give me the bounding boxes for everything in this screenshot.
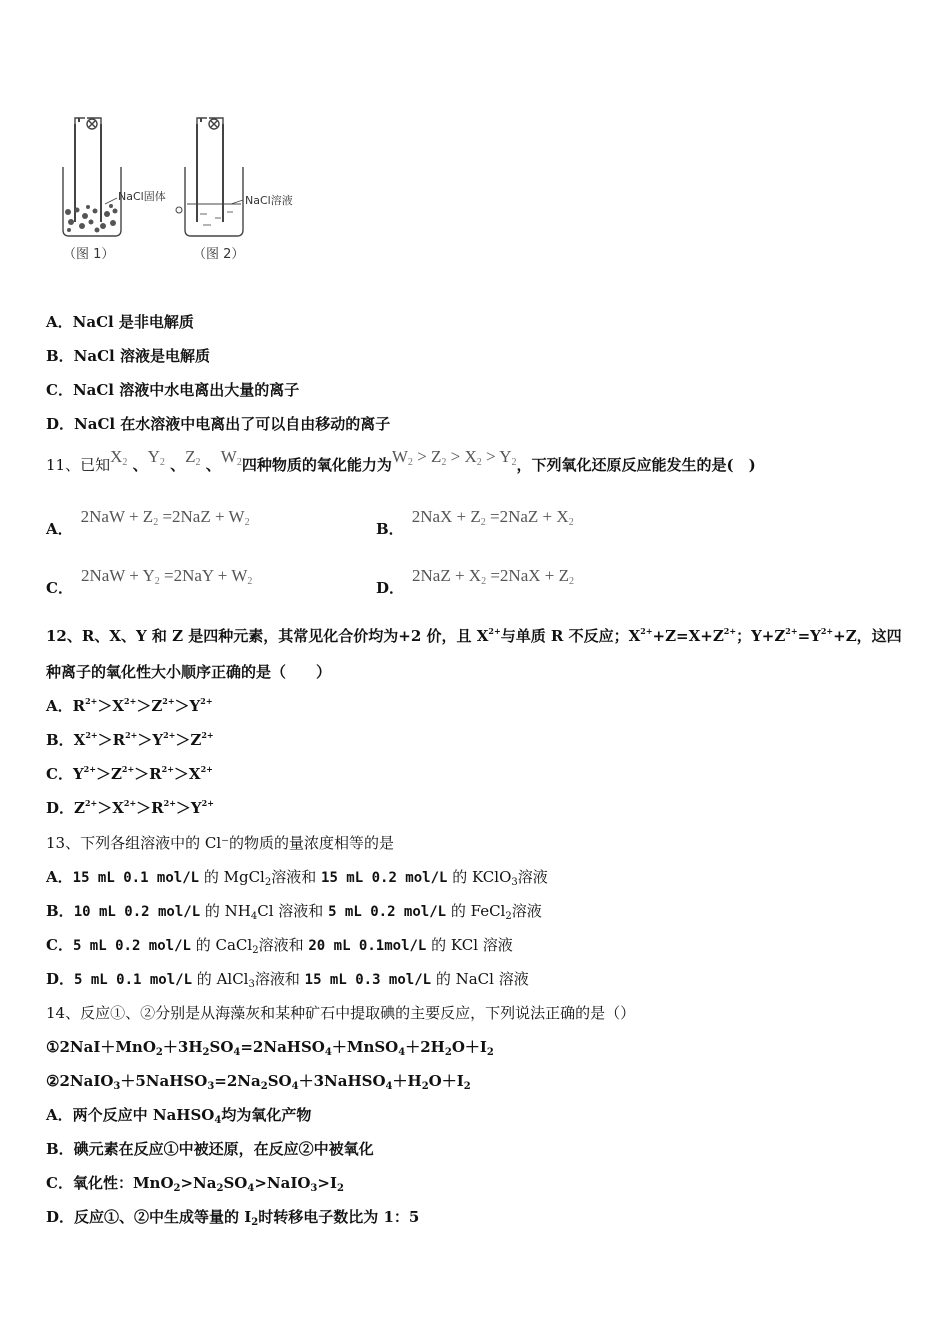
conductivity-apparatus-figure	[55, 112, 315, 272]
q14-stem: 14、反应①、②分别是从海藻灰和某种矿石中提取碘的主要反应，下列说法正确的是（）	[46, 1004, 636, 1022]
q14-reaction-1: $①2NaI+MnO_2+3H_2SO_4=2NaHSO_4+MnSO_4+2H_2O+I_2$	[46, 1038, 494, 1058]
q10-option-a: A．NaCl 是非电解质	[46, 313, 194, 331]
beaker-1-diagram	[63, 118, 121, 236]
q13-option-c: C．5 mL 0.2 mol/L 的 CaCl$_2$溶液和 20 mL 0.1mol/L 的 KCl 溶液	[46, 936, 513, 956]
q10-option-c: C．NaCl 溶液中水电离出大量的离子	[46, 381, 300, 399]
q12-stem-line2: 种离子的氧化性大小顺序正确的是（ ）	[46, 663, 332, 681]
q11-option-b: B．$2NaX + Z_2 =2NaZ + X_2$	[376, 507, 574, 538]
q11-order: $W_2 > Z_2 > X_2 > Y_2$	[391, 447, 517, 468]
q13-option-d: D．5 mL 0.1 mol/L 的 AlCl$_3$溶液和 15 mL 0.3 mol/L 的 NaCl 溶液	[46, 970, 529, 990]
fig1-label: NaCl固体	[118, 190, 166, 203]
q14-option-b: B．碘元素在反应①中被还原，在反应②中被氧化	[46, 1140, 374, 1158]
fig1-caption: （图 1）	[63, 247, 115, 262]
q12-stem-line1: 12、R、X、Y 和 Z 是四种元素，其常见化合价均为+2 价，且 $X^{2+}$与单质 R 不反应；$X^{2+}+Z=X+Z^{2+}$；$Y+Z^{2+}=Y^{2+}+Z$，这四	[46, 626, 902, 645]
q14-option-c: C．氧化性：$MnO_2>Na_2SO_4>NaIO_3>I_2$	[46, 1174, 344, 1194]
q12-option-b: B．$X^{2+}>R^{2+}>Y^{2+}>Z^{2+}$	[46, 730, 214, 749]
q12-option-c: C．$Y^{2+}>Z^{2+}>R^{2+}>X^{2+}$	[46, 764, 213, 783]
fig2-caption: （图 2）	[193, 247, 245, 262]
q12-option-d: D．$Z^{2+}>X^{2+}>R^{2+}>Y^{2+}$	[46, 798, 214, 817]
q13-option-b: B．10 mL 0.2 mol/L 的 $NH_4Cl$ 溶液和 5 mL 0.2 mol/L 的 FeCl$_2$溶液	[46, 902, 542, 922]
q12-option-a: A．$R^{2+}>X^{2+}>Z^{2+}>Y^{2+}$	[46, 696, 213, 715]
q13-option-a: A．15 mL 0.1 mol/L 的 MgCl$_2$溶液和 15 mL 0.2 mol/L 的 KClO$_3$溶液	[46, 868, 548, 888]
q10-option-d: D．NaCl 在水溶液中电离出了可以自由移动的离子	[46, 415, 391, 433]
q11-option-d: D．$2NaZ + X_2 =2NaX + Z_2$	[376, 566, 575, 597]
beaker-2-diagram	[176, 118, 243, 236]
q13-stem: 13、下列各组溶液中的 Cl⁻的物质的量浓度相等的是	[46, 834, 395, 852]
q14-option-a: A．两个反应中 NaHSO$_4$均为氧化产物	[46, 1106, 312, 1126]
q10-option-b: B．NaCl 溶液是电解质	[46, 347, 210, 365]
nacl-solid-particles	[65, 204, 118, 233]
q14-reaction-2: $②2NaIO_3+5NaHSO_3=2Na_2SO_4+3NaHSO_4+H_2O+I_2$	[46, 1072, 471, 1092]
q11-stem: 11、已知$X_2$ 、$Y_2$ 、$Z_2$ 、$W_2$四种物质的氧化能力为$W_2 > Z_2 > X_2 > Y_2$，下列氧化还原反应能发生的是( )	[46, 447, 756, 474]
q11-option-a: A．$2NaW + Z_2 =2NaZ + W_2$	[46, 507, 250, 538]
q11-option-c: C．$2NaW + Y_2 =2NaY + W_2$	[46, 566, 253, 597]
fig2-label: NaCl溶液	[245, 194, 293, 207]
q14-option-d: D．反应①、②中生成等量的 $I_2$时转移电子数比为 1：5	[46, 1208, 420, 1228]
